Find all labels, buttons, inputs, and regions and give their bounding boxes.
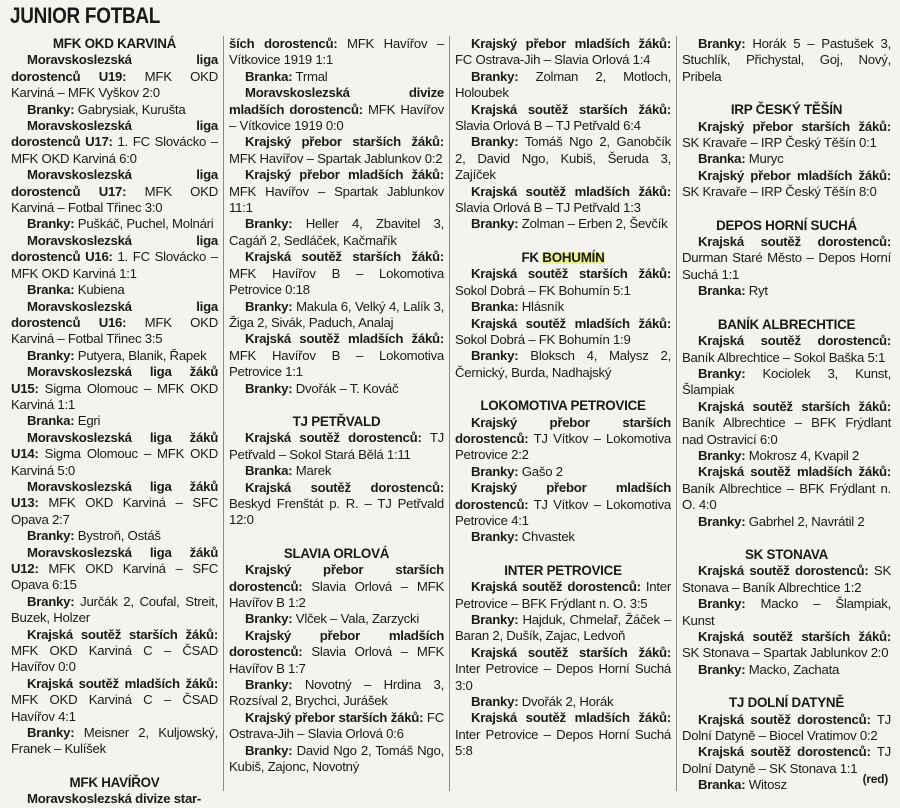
match-result	[11, 52, 218, 101]
club-heading: DEPOS HORNÍ SUCHÁ	[716, 217, 857, 233]
competition-label: Branky:	[698, 36, 746, 51]
scorers-line	[682, 36, 891, 85]
competition-label: Branky:	[471, 612, 519, 627]
result-text: David Ngo 2, Tomáš Ngo, Kubiš, Zajonc, Novotný	[229, 742, 444, 775]
competition-label: Krajská soutěž starších žáků:	[27, 626, 218, 642]
match-result	[229, 562, 444, 611]
result-text: TJ Vítkov – Lokomotiva Petrovice 4:1	[455, 496, 671, 528]
competition-label: Branky:	[245, 742, 293, 758]
competition-label: Krajský přebor starších dorostenců:	[229, 562, 444, 594]
scorers-line	[455, 69, 671, 102]
competition-label: Krajská soutěž dorostenců:	[698, 744, 871, 760]
result-text: Macko, Zachata	[745, 661, 840, 677]
result-text: Slavia Orlová B – TJ Petřvald 1:3	[455, 200, 641, 216]
competition-label: Branka:	[471, 299, 519, 315]
match-result	[229, 85, 444, 134]
competition-label: Branky:	[471, 694, 519, 710]
scorers-line	[682, 448, 891, 464]
result-text: Baník Albrechtice – BFK Frýdlant nad Ostravicí 6:0	[682, 415, 891, 447]
scorers-line	[11, 348, 218, 364]
result-text: Macko – Šlampiak, Kunst	[682, 596, 891, 628]
scorers-line	[682, 777, 891, 793]
competition-label: Krajská soutěž dorostenců:	[245, 479, 444, 495]
scorers-line	[229, 677, 444, 710]
match-result	[11, 545, 218, 594]
result-text: Gabrhel 2, Navrátil 2	[745, 513, 865, 529]
result-text: Makula 6, Velký 4, Lalík 3, Žiga 2, Sivák, Paduch, Analaj	[229, 298, 444, 330]
match-result	[682, 464, 891, 513]
competition-label: Branky:	[471, 68, 519, 84]
competition-label: Branky:	[27, 528, 75, 544]
match-result	[682, 333, 891, 366]
competition-label: Krajská soutěž dorostenců:	[698, 563, 869, 579]
scorers-line	[11, 216, 218, 232]
competition-label: Branky:	[245, 298, 293, 314]
result-text: Baník Albrechtice – Sokol Baška 5:1	[682, 349, 886, 365]
competition-label: Krajská soutěž mladších žáků:	[471, 710, 671, 726]
scorers-line	[11, 725, 218, 758]
result-text: Jurčák 2, Coufal, Streit, Buzek, Holzer	[11, 593, 218, 626]
competition-label: Branky:	[245, 216, 293, 232]
competition-label: Krajský přebor mladších dorostenců:	[455, 480, 671, 512]
scorers-line	[229, 69, 444, 85]
competition-label: Branky:	[698, 365, 746, 381]
competition-label: Branka:	[245, 463, 293, 479]
match-result	[455, 36, 671, 69]
result-text: Inter Petrovice – BFK Frýdlant n. O. 3:5	[455, 579, 671, 611]
competition-label: Krajská soutěž mladších žáků:	[27, 675, 218, 691]
result-text: 1. FC Slovácko – MFK OKD Karviná 6:0	[11, 134, 219, 166]
competition-label: Krajská soutěž starších žáků:	[471, 266, 671, 282]
result-text: TJ Petřvald – Sokol Stará Bělá 1:11	[229, 430, 444, 462]
match-result	[11, 627, 218, 676]
match-result	[455, 645, 671, 694]
match-result	[682, 563, 891, 596]
result-text: Beskyd Frenštát p. R. – TJ Petřvald 12:0	[229, 495, 444, 528]
result-text: Kociolek 3, Kunst, Šlampiak	[682, 365, 891, 398]
competition-label: Krajská soutěž dorostenců:	[698, 234, 891, 250]
result-text: Dvořák 2, Horák	[518, 694, 614, 710]
result-text: Egri	[74, 413, 101, 429]
club-heading: MFK OKD KARVINÁ	[52, 36, 177, 51]
column-1	[6, 36, 223, 807]
result-text: Slavia Orlová B – TJ Petřvald 6:4	[455, 118, 641, 134]
club-heading-prefix: FK	[521, 249, 543, 265]
competition-label: Krajská soutěž dorostenců:	[245, 430, 422, 446]
scorers-line	[455, 612, 671, 645]
result-text: Putyera, Blanik, Řapek	[74, 347, 207, 363]
competition-label: Moravskoslezská liga dorostenců U17:	[11, 167, 218, 199]
competition-label: Moravskoslezská divize mladších dorostenců:	[229, 85, 444, 117]
competition-label: Moravskoslezská liga žáků U13:	[11, 478, 218, 511]
page-title: JUNIOR FOTBAL	[10, 3, 161, 28]
result-text: Durman Staré Město – Depos Horní Suchá 1:1	[682, 250, 891, 282]
club-heading: IRP ČESKÝ TĚŠÍN	[730, 102, 843, 118]
match-result	[229, 628, 444, 677]
result-text: Meisner 2, Kuljowský, Franek – Kulíšek	[11, 725, 218, 757]
result-text: MFK OKD Karviná – MFK Vyškov 2:0	[11, 68, 218, 101]
result-text: Hlásník	[518, 299, 564, 315]
competition-label: Krajský přebor mladších žáků:	[698, 167, 891, 183]
result-text: Muryc	[745, 151, 784, 167]
scorers-line	[682, 283, 891, 299]
scorers-line	[229, 381, 444, 397]
result-text: Novotný – Hrdina 3, Rozsíval 2, Brychci, Jurášek	[229, 677, 444, 709]
result-text: Zolman – Erben 2, Ševčík	[518, 216, 668, 232]
match-result	[682, 629, 891, 662]
result-text: MFK Havířov B – Lokomotiva Petrovice 1:1	[229, 347, 444, 380]
result-text: MFK Havířov B – Lokomotiva Petrovice 0:18	[229, 265, 444, 298]
scorers-line	[229, 743, 444, 776]
scorers-line	[455, 694, 671, 710]
competition-label: Branky:	[27, 347, 75, 363]
competition-label: Moravskoslezská liga dorostenců U16:	[11, 232, 218, 265]
competition-label: Krajský přebor mladších dorostenců:	[229, 627, 444, 660]
result-text: MFK OKD Karviná – SFC Opava 6:15	[11, 561, 218, 593]
match-result	[229, 249, 444, 298]
scorers-line	[229, 611, 444, 627]
competition-label: Branky:	[698, 661, 746, 677]
competition-label: Moravskoslezská liga dorostenců U16:	[11, 298, 218, 330]
club-heading	[455, 250, 671, 266]
result-text: Mokrosz 4, Kvapil 2	[745, 447, 860, 463]
match-result	[682, 168, 891, 201]
result-text: Hajduk, Chmelař, Žáček – Baran 2, Dušík, Zajac, Ledvoň	[455, 612, 671, 644]
result-text: Ryt	[745, 283, 768, 299]
club-heading: SLAVIA ORLOVÁ	[283, 545, 390, 561]
result-text: MFK OKD Karviná – Fotbal Třinec 3:5	[11, 314, 218, 347]
result-text: Dvořák – T. Kováč	[292, 380, 399, 396]
competition-label: Moravskoslezská liga dorostenců U17:	[11, 118, 218, 150]
competition-label: Branka:	[698, 777, 746, 793]
competition-label: Krajská soutěž dorostenců:	[698, 333, 891, 349]
result-text: Sigma Olomouc – MFK OKD Karviná 1:1	[11, 380, 218, 412]
result-text: Heller 4, Zbavitel 3, Cagáň 2, Sedláček, Kačmařík	[229, 216, 444, 248]
competition-label: Branky:	[471, 529, 519, 545]
competition-label: Branky:	[27, 101, 75, 117]
match-result	[11, 791, 218, 807]
competition-label: Krajský přebor mladších žáků:	[471, 36, 671, 51]
result-text: 1. FC Slovácko – MFK OKD Karviná 1:1	[11, 249, 219, 281]
result-text: Marek	[292, 463, 332, 479]
result-text: Bloksch 4, Malysz 2, Černický, Burda, Nadhajský	[455, 348, 671, 380]
competition-label: Branky:	[471, 463, 519, 479]
result-text: SK Kravaře – IRP Český Těšín 8:0	[682, 184, 877, 200]
match-result	[11, 430, 218, 479]
result-text: Sokol Dobrá – FK Bohumín 5:1	[455, 282, 631, 298]
competition-label: Krajská soutěž dorostenců:	[698, 711, 871, 727]
competition-label: Branky:	[471, 216, 519, 232]
competition-label: Krajská soutěž starších žáků:	[471, 644, 671, 660]
competition-label: Branky:	[245, 677, 293, 693]
competition-label: Moravskoslezská liga dorostenců U19:	[11, 52, 218, 84]
match-result	[455, 415, 671, 464]
result-text: MFK Havířov – Spartak Jablunkov 0:2	[229, 150, 443, 166]
competition-label: Branka:	[27, 282, 75, 298]
result-text: SK Kravaře – IRP Český Těšín 0:1	[682, 135, 877, 151]
result-text: Horák 5 – Pastušek 3, Stuchlík, Přichystal, Goj, Nový, Pribela	[682, 36, 891, 84]
competition-label: Krajská soutěž mladších žáků:	[471, 315, 671, 331]
result-text: Bystroň, Ostáš	[74, 528, 161, 544]
result-text: MFK OKD Karviná – SFC Opava 2:7	[11, 495, 218, 527]
competition-label: Moravskoslezská liga žáků U12:	[11, 544, 218, 576]
column-4	[676, 36, 896, 791]
scorers-line	[682, 662, 891, 678]
competition-label: Branky:	[698, 447, 746, 463]
result-text: Baník Albrechtice – BFK Frýdlant n. O. 4:0	[682, 480, 891, 513]
result-text: Gašo 2	[518, 463, 563, 479]
scorers-line	[229, 299, 444, 332]
result-text: Inter Petrovice – Depos Horní Suchá 5:8	[455, 726, 671, 759]
competition-label: Branky:	[698, 513, 746, 529]
club-heading: TJ PETŘVALD	[292, 413, 381, 429]
result-text: TJ Vítkov – Lokomotiva Petrovice 2:2	[455, 430, 671, 463]
club-heading: TJ DOLNÍ DATYNĚ	[728, 695, 845, 711]
competition-label: Branka:	[698, 151, 746, 167]
result-text: Kubiena	[74, 282, 125, 298]
competition-label: Krajský přebor mladších žáků:	[245, 167, 444, 183]
competition-label: Branky:	[27, 725, 75, 741]
match-result	[682, 399, 891, 448]
result-text: Sigma Olomouc – MFK OKD Karviná 5:0	[11, 446, 218, 478]
result-text: SK Stonava – Spartak Jablunkov 2:0	[682, 645, 889, 661]
scorers-line	[11, 528, 218, 544]
result-text: MFK OKD Karviná C – ČSAD Havířov 0:0	[11, 643, 218, 675]
scorers-line	[455, 529, 671, 545]
match-result	[229, 36, 444, 69]
match-result	[229, 710, 444, 743]
result-text: Zolman 2, Motloch, Holoubek	[455, 68, 671, 101]
scorers-line	[455, 134, 671, 183]
competition-label: Moravskoslezská divize star-	[27, 791, 202, 807]
scorers-line	[11, 102, 218, 118]
competition-label: Krajská soutěž mladších žáků:	[471, 183, 671, 199]
match-result	[455, 102, 671, 135]
scorers-line	[455, 299, 671, 315]
result-text: FC Ostrava-Jih – Slavia Orlová 0:6	[229, 709, 445, 742]
competition-label: Branky:	[471, 348, 519, 364]
club-heading: INTER PETROVICE	[504, 562, 622, 578]
competition-label: Moravskoslezská liga žáků U15:	[11, 364, 218, 396]
match-result	[455, 266, 671, 299]
scorers-line	[11, 594, 218, 627]
result-text: Trmal	[292, 68, 328, 84]
result-text: Tomáš Ngo 2, Ganobčík 2, David Ngo, Kubiš, Šeruda 3, Zajíček	[455, 134, 671, 183]
competition-label: Branka:	[27, 413, 75, 429]
result-text: Inter Petrovice – Depos Horní Suchá 3:0	[455, 661, 671, 693]
result-text: Vlček – Vala, Zarzycki	[292, 611, 420, 627]
match-result	[455, 710, 671, 759]
result-text: Sokol Dobrá – FK Bohumín 1:9	[455, 331, 631, 347]
match-result	[682, 234, 891, 283]
result-text: TJ Dolní Datyně – Biocel Vratimov 0:2	[682, 711, 891, 744]
scorers-line	[682, 366, 891, 399]
competition-label: ších dorostenců:	[229, 36, 338, 51]
competition-label: Krajský přebor starších dorostenců:	[455, 414, 671, 446]
club-heading: BANÍK ALBRECHTICE	[717, 316, 856, 332]
club-heading: LOKOMOTIVA PETROVICE	[480, 398, 646, 414]
scorers-line	[11, 413, 218, 429]
result-text: Puškáč, Puchel, Molnári	[74, 216, 214, 232]
competition-label: Branky:	[471, 134, 519, 150]
scorers-line	[455, 464, 671, 480]
match-result	[455, 480, 671, 529]
result-text: Slavia Orlová – MFK Havířov B 1:7	[229, 644, 444, 676]
scorers-line	[682, 514, 891, 530]
competition-label: Krajská soutěž mladších žáků:	[245, 331, 444, 347]
result-text: Chvastek	[518, 529, 575, 545]
competition-label: Krajská soutěž starších žáků:	[471, 101, 671, 117]
scorers-line	[682, 151, 891, 167]
match-result	[455, 579, 671, 612]
match-result	[229, 167, 444, 216]
competition-label: Krajská soutěž dorostenců:	[471, 579, 641, 595]
result-text: Slavia Orlová – MFK Havířov B 1:2	[229, 578, 444, 610]
competition-label: Krajský přebor starších žáků:	[698, 118, 891, 134]
match-result	[11, 167, 218, 216]
match-result	[455, 184, 671, 217]
competition-label: Krajský přebor starších žáků:	[245, 709, 424, 725]
competition-label: Branky:	[27, 593, 75, 609]
competition-label: Krajská soutěž starších žáků:	[245, 249, 444, 265]
match-result	[229, 430, 444, 463]
column-2	[223, 36, 449, 791]
result-text: SK Stonava – Baník Albrechtice 1:2	[682, 563, 891, 595]
match-result	[11, 364, 218, 413]
scorers-line	[455, 216, 671, 232]
result-text: MFK OKD Karviná C – ČSAD Havířov 4:1	[11, 692, 218, 724]
result-text: MFK Havířov – Vítkovice 1919 1:1	[229, 36, 445, 68]
competition-label: Branka:	[245, 68, 293, 84]
club-heading: MFK HAVÍŘOV	[69, 774, 160, 790]
match-result	[11, 118, 218, 167]
scorers-line	[11, 282, 218, 298]
competition-label: Krajská soutěž starších žáků:	[698, 398, 891, 414]
competition-label: Krajská soutěž starších žáků:	[698, 629, 891, 644]
result-text: Gabrysiak, Kurušta	[74, 101, 186, 117]
competition-label: Branka:	[698, 283, 746, 299]
competition-label: Krajská soutěž mladších žáků:	[698, 464, 891, 480]
match-result	[682, 712, 891, 745]
match-result	[682, 119, 891, 152]
match-result	[11, 299, 218, 348]
highlighted-club-name: BOHUMÍN	[542, 249, 605, 265]
result-text: Witosz	[745, 777, 787, 793]
scorers-line	[229, 216, 444, 249]
result-text: FC Ostrava-Jih – Slavia Orlová 1:4	[455, 52, 651, 68]
article-columns	[6, 36, 896, 807]
club-heading: SK STONAVA	[744, 546, 829, 562]
match-result	[11, 479, 218, 528]
competition-label: Branky:	[245, 380, 293, 396]
match-result	[455, 316, 671, 349]
author-credit: (red)	[862, 771, 888, 786]
competition-label: Krajský přebor starších žáků:	[245, 134, 444, 150]
scorers-line	[455, 348, 671, 381]
match-result	[229, 331, 444, 380]
match-result	[229, 480, 444, 529]
match-result	[229, 134, 444, 167]
scorers-line	[682, 596, 891, 629]
competition-label: Branky:	[698, 596, 746, 612]
competition-label: Branky:	[27, 216, 75, 232]
scorers-line	[229, 463, 444, 479]
match-result	[682, 744, 891, 777]
result-text: MFK Havířov – Vítkovice 1919 0:0	[229, 101, 445, 134]
result-text: TJ Dolní Datyně – SK Stonava 1:1	[682, 744, 891, 776]
column-3	[449, 36, 676, 791]
competition-label: Branky:	[245, 611, 293, 627]
result-text: MFK OKD Karviná – Fotbal Třinec 3:0	[11, 183, 218, 216]
result-text: MFK Havířov – Spartak Jablunkov 11:1	[229, 183, 444, 216]
match-result	[11, 233, 218, 282]
match-result	[11, 676, 218, 725]
competition-label: Moravskoslezská liga žáků U14:	[11, 429, 218, 462]
